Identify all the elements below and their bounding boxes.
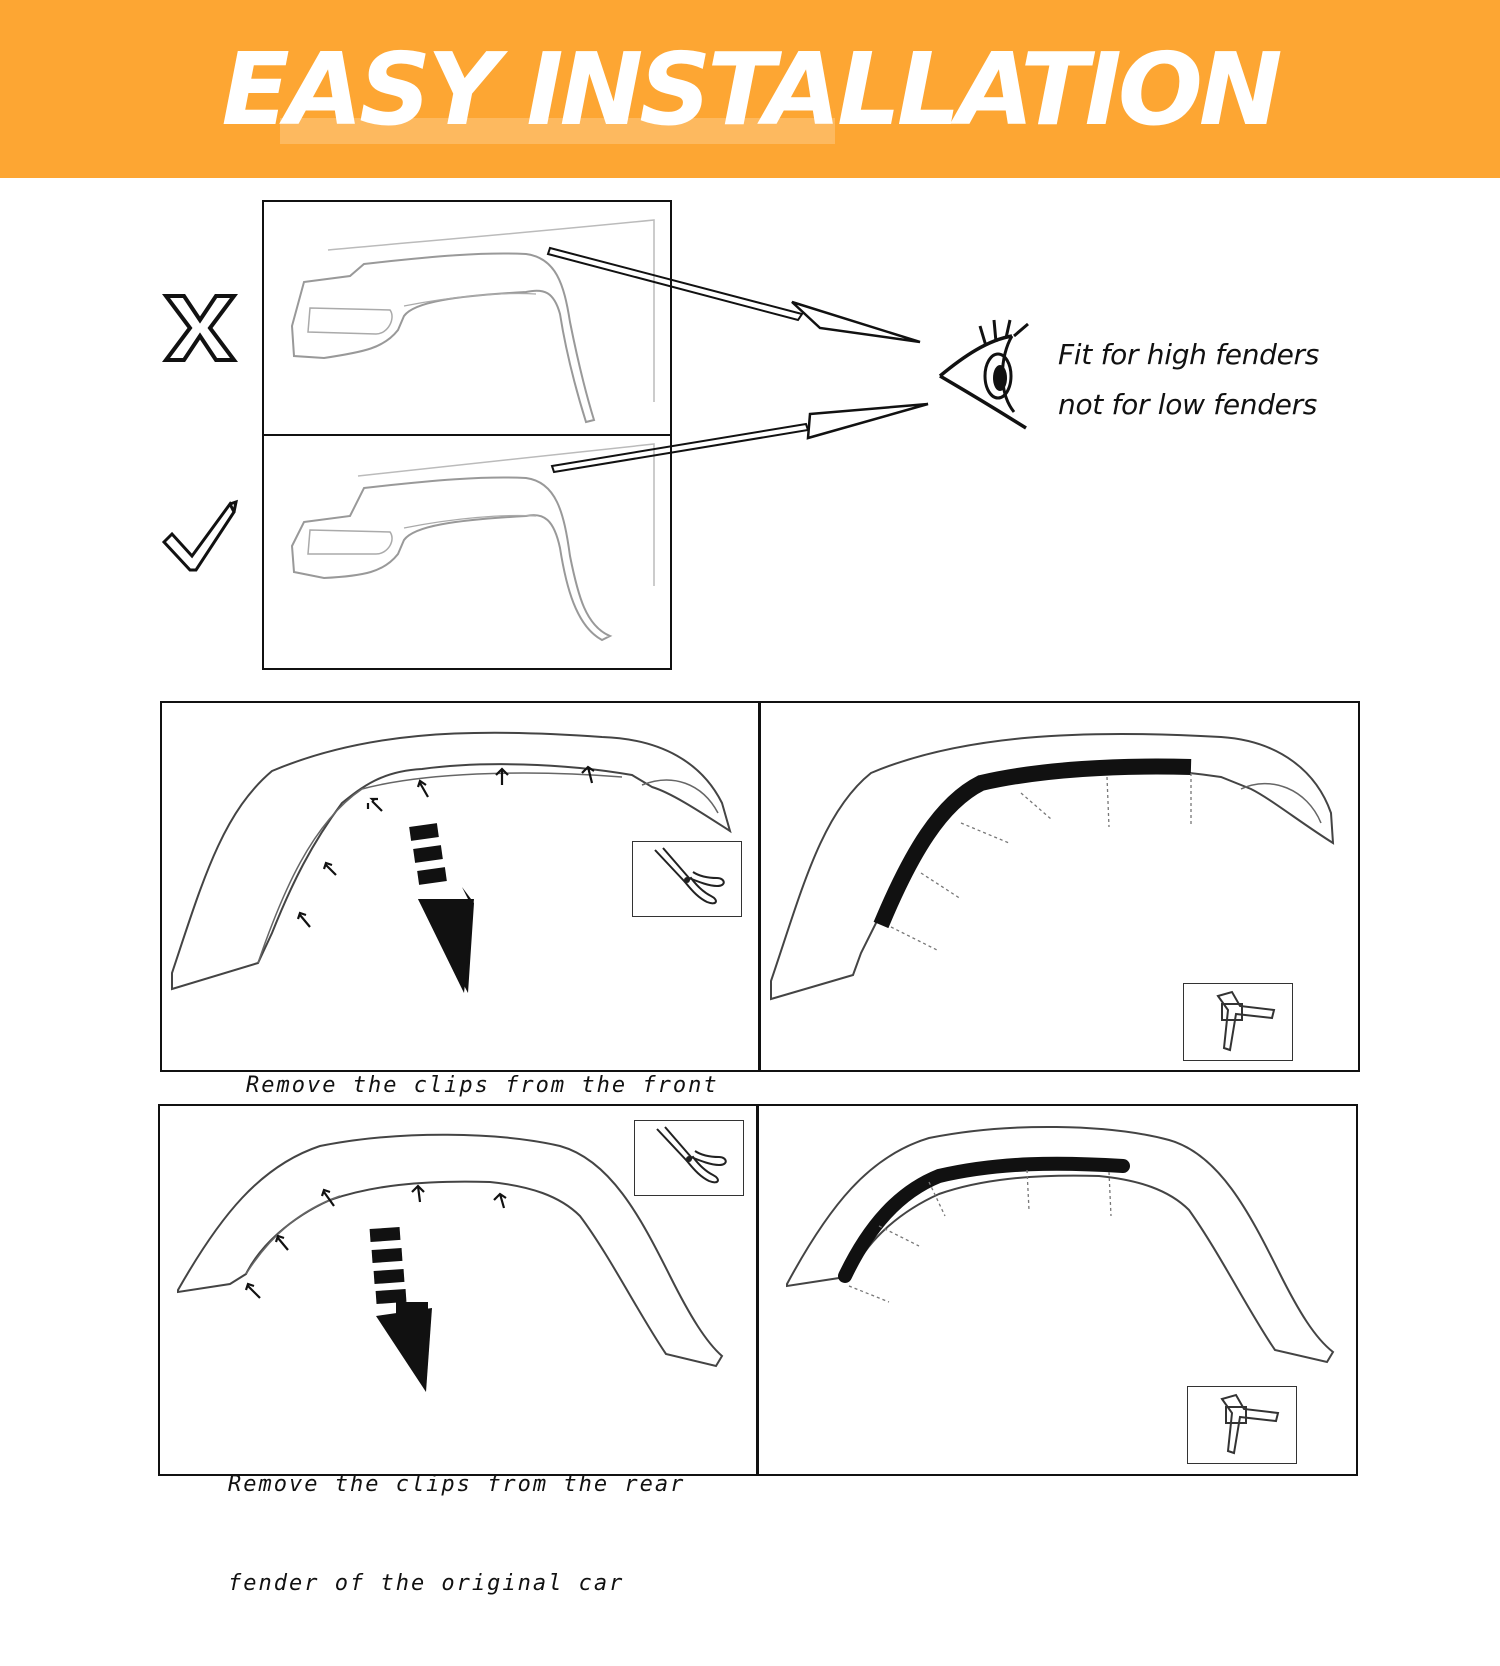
eye-icon bbox=[934, 316, 1034, 432]
clip-icon bbox=[1187, 1386, 1297, 1464]
step-caption-line1: Remove the clips from the front bbox=[246, 1073, 719, 1098]
step-panel-front-install bbox=[759, 701, 1360, 1072]
fit-note-line1: Fit for high fenders bbox=[1058, 338, 1320, 371]
arrow-icon bbox=[540, 240, 940, 480]
step-panel-rear-remove bbox=[158, 1104, 758, 1596]
fit-note-line2: not for low fenders bbox=[1058, 388, 1318, 421]
check-mark-icon bbox=[160, 498, 240, 574]
step-panel-rear-install bbox=[757, 1104, 1358, 1476]
pliers-icon bbox=[634, 1120, 744, 1196]
clip-icon bbox=[1183, 983, 1293, 1061]
step-panel-front-remove bbox=[160, 701, 760, 1098]
page-title: EASY INSTALLATION bbox=[221, 31, 1279, 148]
cross-mark-icon bbox=[160, 292, 240, 364]
fit-note bbox=[1058, 330, 1319, 430]
step-caption-line1: Remove the clips from the rear bbox=[228, 1472, 686, 1497]
step-caption-rear bbox=[228, 1402, 685, 1666]
header-banner bbox=[0, 0, 1500, 178]
pliers-icon bbox=[632, 841, 742, 917]
step-caption-line2: fender of the original car bbox=[228, 1571, 625, 1596]
